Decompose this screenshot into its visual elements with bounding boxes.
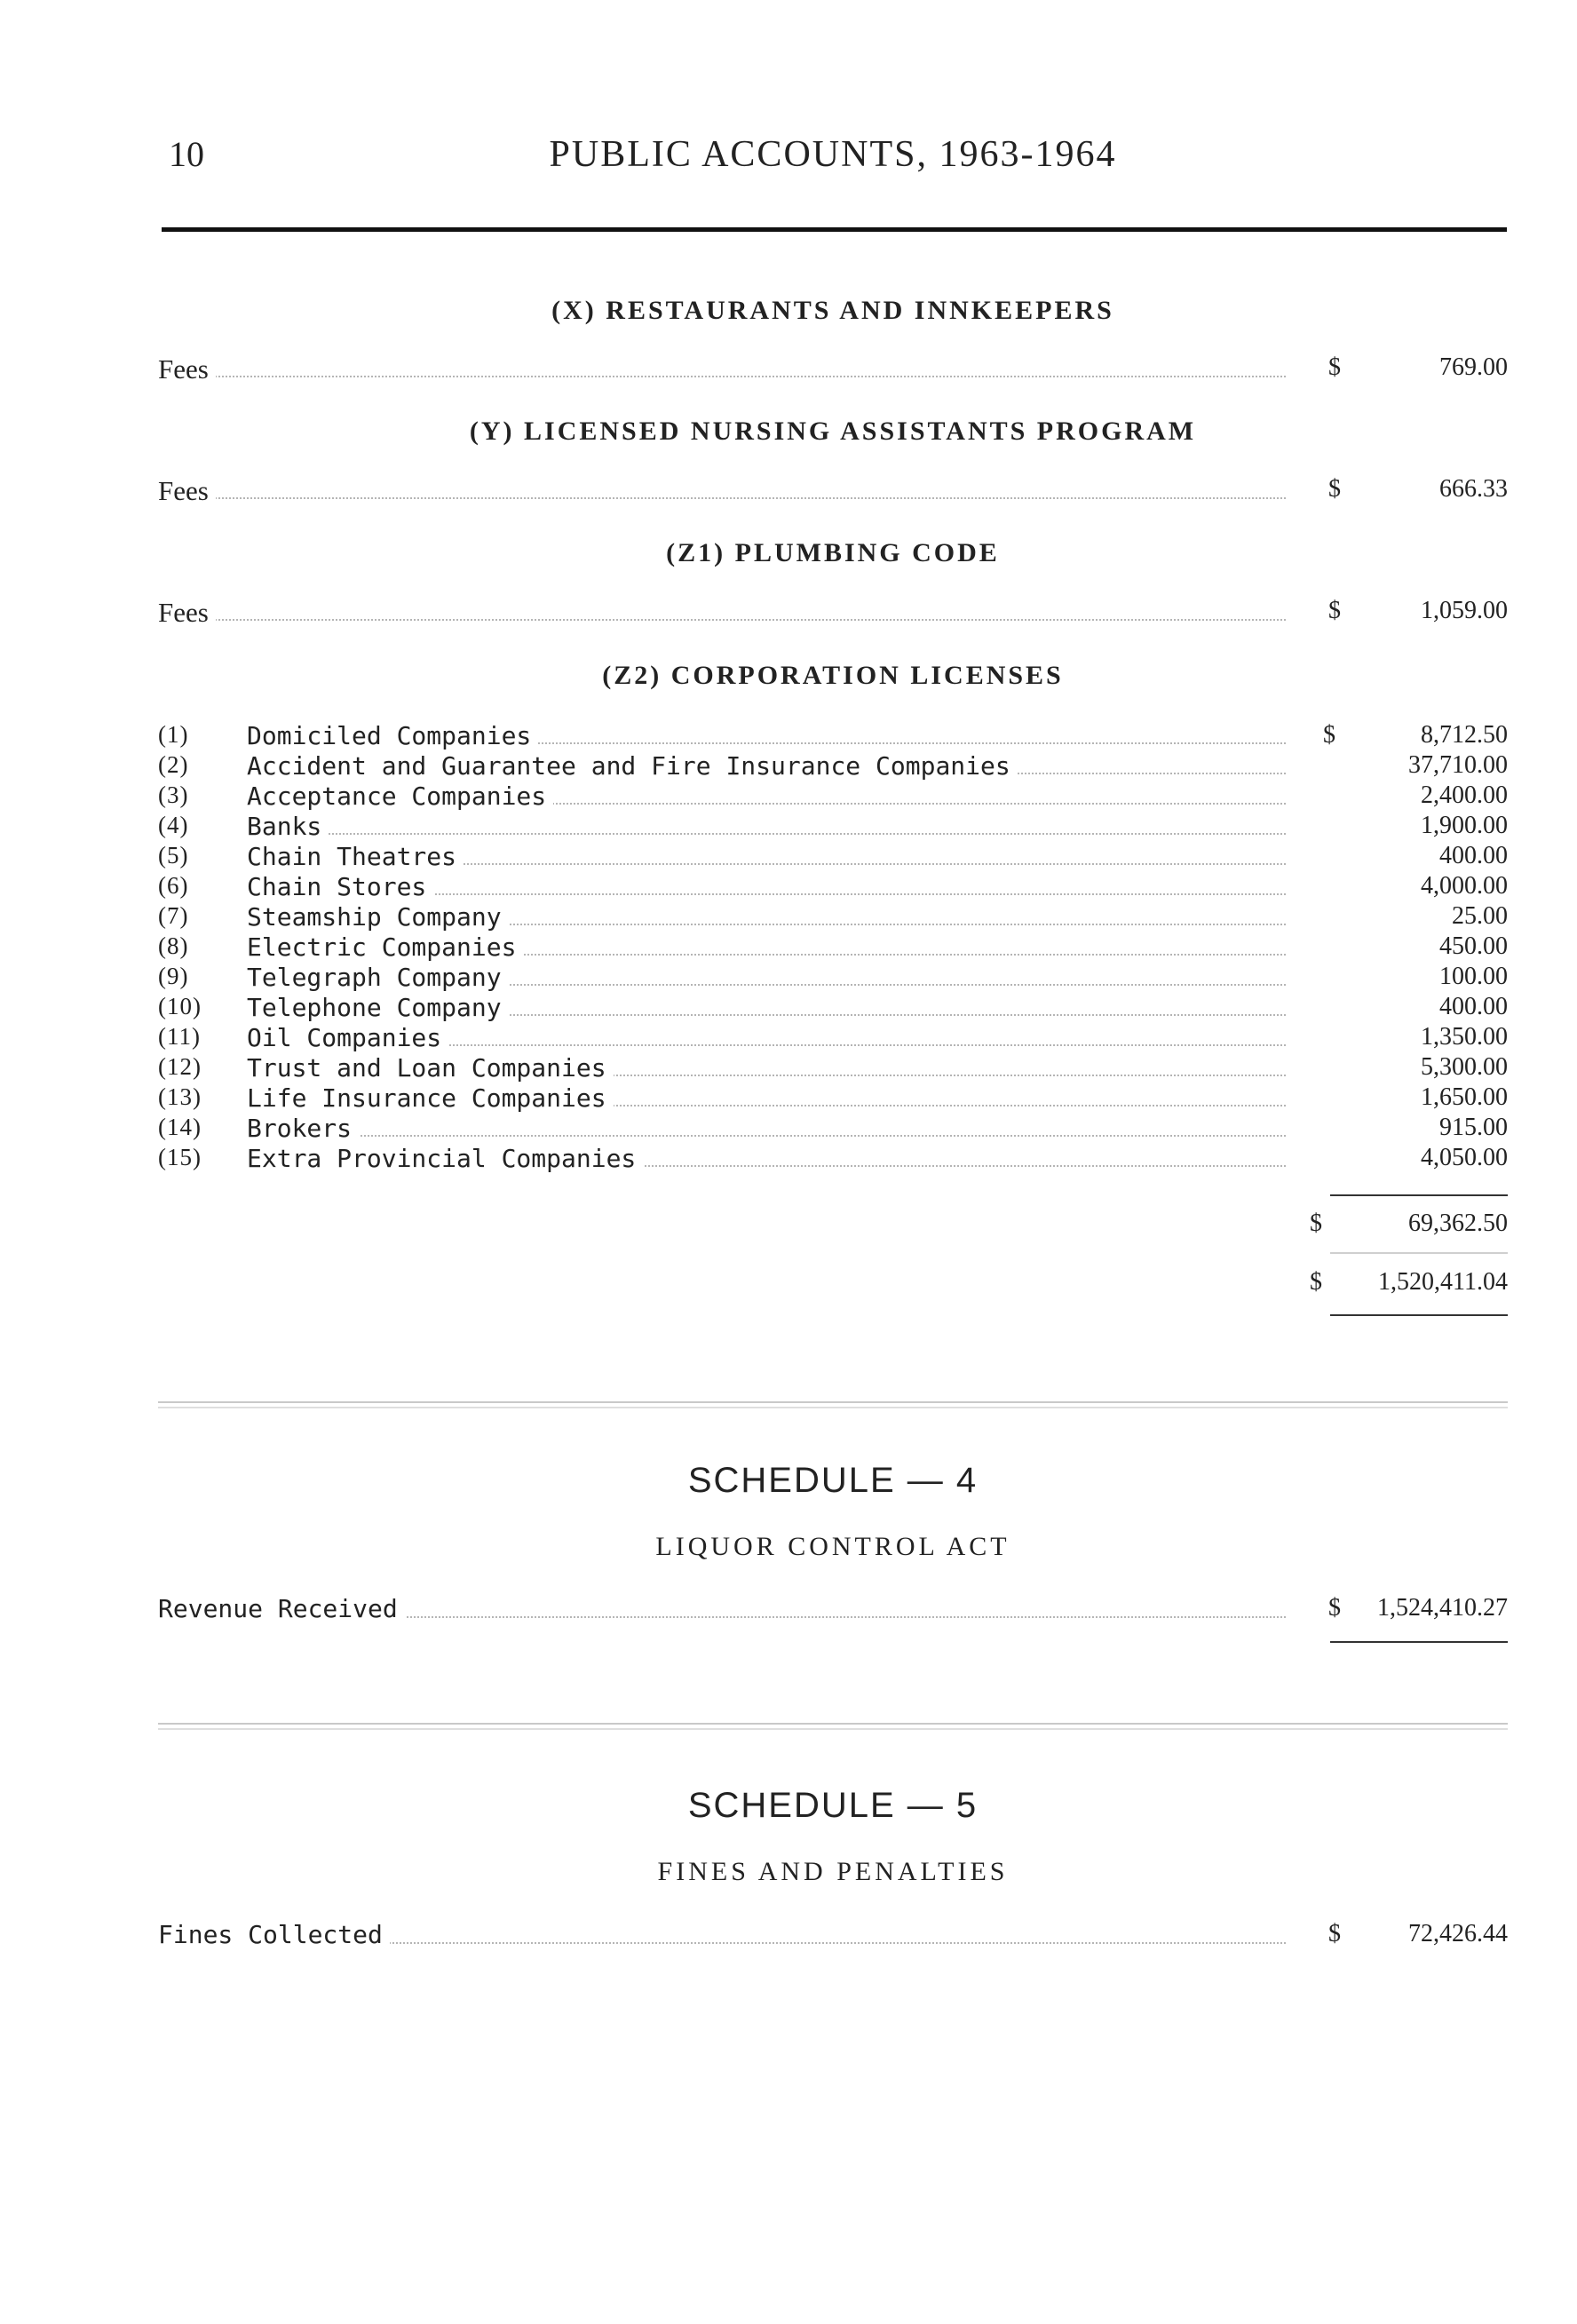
section-title-nursing: (Y) LICENSED NURSING ASSISTANTS PROGRAM xyxy=(469,416,1197,446)
item-amount: 450.00 xyxy=(1439,932,1508,960)
item-label: Chain Theatres xyxy=(247,842,464,871)
item-number: (3) xyxy=(158,781,189,808)
currency-symbol: $ xyxy=(1323,353,1346,382)
subtotal-row xyxy=(1310,1210,1508,1241)
item-number: (13) xyxy=(158,1083,202,1110)
item-label: Steamship Company xyxy=(247,902,509,932)
schedule-4-title: SCHEDULE — 4 xyxy=(687,1461,979,1500)
item-label: Accident and Guarantee and Fire Insurance Companies xyxy=(247,751,1018,781)
list-item xyxy=(158,781,1508,812)
schedule-5-subtitle: FINES AND PENALTIES xyxy=(657,1857,1009,1886)
item-number: (9) xyxy=(158,963,189,989)
grand-total-amount: 1,520,411.04 xyxy=(1378,1268,1508,1296)
currency-symbol: $ xyxy=(1323,721,1335,749)
grand-total-row xyxy=(1310,1268,1508,1300)
page-number: 10 xyxy=(169,134,204,174)
dot-leader xyxy=(247,833,1286,835)
list-item xyxy=(158,1083,1508,1114)
item-amount: 1,350.00 xyxy=(1421,1023,1508,1051)
item-label: Trust and Loan Companies xyxy=(247,1053,614,1083)
dot-leader xyxy=(158,497,1286,499)
nursing-fees-row xyxy=(158,475,1508,507)
list-item xyxy=(158,1114,1508,1144)
row-amount: 769.00 xyxy=(1439,353,1508,381)
currency-symbol: $ xyxy=(1310,1210,1322,1237)
item-number: (2) xyxy=(158,751,189,778)
list-item xyxy=(158,1144,1508,1174)
schedule-5-title: SCHEDULE — 5 xyxy=(687,1786,979,1825)
item-number: (11) xyxy=(158,1023,201,1050)
subtotal-rule xyxy=(1330,1194,1508,1196)
list-item xyxy=(158,993,1508,1023)
list-item xyxy=(158,842,1508,872)
dot-leader xyxy=(158,376,1286,377)
item-label: Banks xyxy=(247,812,329,841)
schedule-4-subtitle: LIQUOR CONTROL ACT xyxy=(655,1532,1010,1561)
item-amount: 5,300.00 xyxy=(1421,1053,1508,1081)
page-header xyxy=(158,133,1508,178)
item-amount: 400.00 xyxy=(1439,993,1508,1020)
row-label: Fines Collected xyxy=(158,1920,390,1949)
item-number: (15) xyxy=(158,1144,202,1170)
section-title-restaurants: (X) RESTAURANTS AND INNKEEPERS xyxy=(551,296,1114,325)
row-amount: 1,059.00 xyxy=(1421,597,1508,624)
section-title-corporation: (Z2) CORPORATION LICENSES xyxy=(602,661,1064,690)
revenue-underline xyxy=(1330,1641,1508,1643)
item-amount: 1,650.00 xyxy=(1421,1083,1508,1111)
item-number: (10) xyxy=(158,993,202,1019)
item-number: (4) xyxy=(158,812,189,838)
list-item xyxy=(158,812,1508,842)
item-number: (14) xyxy=(158,1114,202,1140)
section-title-plumbing: (Z1) PLUMBING CODE xyxy=(666,538,1000,567)
row-label: Fees xyxy=(158,597,216,629)
row-label: Revenue Received xyxy=(158,1594,405,1623)
list-item xyxy=(158,872,1508,902)
dot-leader xyxy=(247,1135,1286,1137)
item-amount: 4,000.00 xyxy=(1421,872,1508,900)
item-label: Telegraph Company xyxy=(247,963,509,992)
item-amount: 8,712.50 xyxy=(1421,721,1508,749)
item-label: Chain Stores xyxy=(247,872,433,901)
plumbing-fees-row xyxy=(158,597,1508,629)
currency-symbol: $ xyxy=(1323,597,1346,625)
item-number: (6) xyxy=(158,872,189,899)
row-amount: 1,524,410.27 xyxy=(1377,1594,1508,1622)
item-label: Extra Provincial Companies xyxy=(247,1144,643,1173)
list-item xyxy=(158,932,1508,963)
item-number: (12) xyxy=(158,1053,202,1080)
list-item xyxy=(158,902,1508,932)
item-label: Acceptance Companies xyxy=(247,781,553,811)
list-item xyxy=(158,1053,1508,1083)
item-number: (8) xyxy=(158,932,189,959)
grand-total-rule xyxy=(1330,1252,1508,1254)
section-divider xyxy=(158,1401,1508,1408)
item-label: Life Insurance Companies xyxy=(247,1083,614,1113)
item-amount: 915.00 xyxy=(1439,1114,1508,1141)
section-divider xyxy=(158,1723,1508,1730)
subtotal-amount: 69,362.50 xyxy=(1408,1210,1508,1237)
item-label: Brokers xyxy=(247,1114,359,1143)
item-label: Domiciled Companies xyxy=(247,721,538,750)
fines-collected-row xyxy=(158,1920,1508,1952)
item-label: Telephone Company xyxy=(247,993,509,1022)
row-label: Fees xyxy=(158,353,216,385)
list-item xyxy=(158,963,1508,993)
currency-symbol: $ xyxy=(1323,475,1346,504)
row-amount: 72,426.44 xyxy=(1408,1920,1508,1947)
page-title: PUBLIC ACCOUNTS, 1963-1964 xyxy=(549,134,1117,175)
currency-symbol: $ xyxy=(1310,1268,1322,1296)
currency-symbol: $ xyxy=(1323,1594,1346,1622)
item-amount: 25.00 xyxy=(1452,902,1508,930)
currency-symbol: $ xyxy=(1323,1920,1346,1948)
grand-total-underline xyxy=(1330,1314,1508,1316)
item-number: (1) xyxy=(158,721,189,748)
dot-leader xyxy=(158,619,1286,621)
item-amount: 4,050.00 xyxy=(1421,1144,1508,1171)
list-item xyxy=(158,1023,1508,1053)
header-rule xyxy=(162,227,1507,232)
restaurants-fees-row xyxy=(158,353,1508,385)
list-item xyxy=(158,721,1508,751)
item-amount: 100.00 xyxy=(1439,963,1508,990)
item-label: Oil Companies xyxy=(247,1023,448,1052)
item-amount: 1,900.00 xyxy=(1421,812,1508,839)
item-amount: 37,710.00 xyxy=(1408,751,1508,779)
item-label: Electric Companies xyxy=(247,932,523,962)
revenue-received-row xyxy=(158,1594,1508,1626)
item-number: (5) xyxy=(158,842,189,869)
list-item xyxy=(158,751,1508,781)
item-amount: 400.00 xyxy=(1439,842,1508,869)
row-label: Fees xyxy=(158,475,216,507)
row-amount: 666.33 xyxy=(1439,475,1508,503)
item-number: (7) xyxy=(158,902,189,929)
item-amount: 2,400.00 xyxy=(1421,781,1508,809)
